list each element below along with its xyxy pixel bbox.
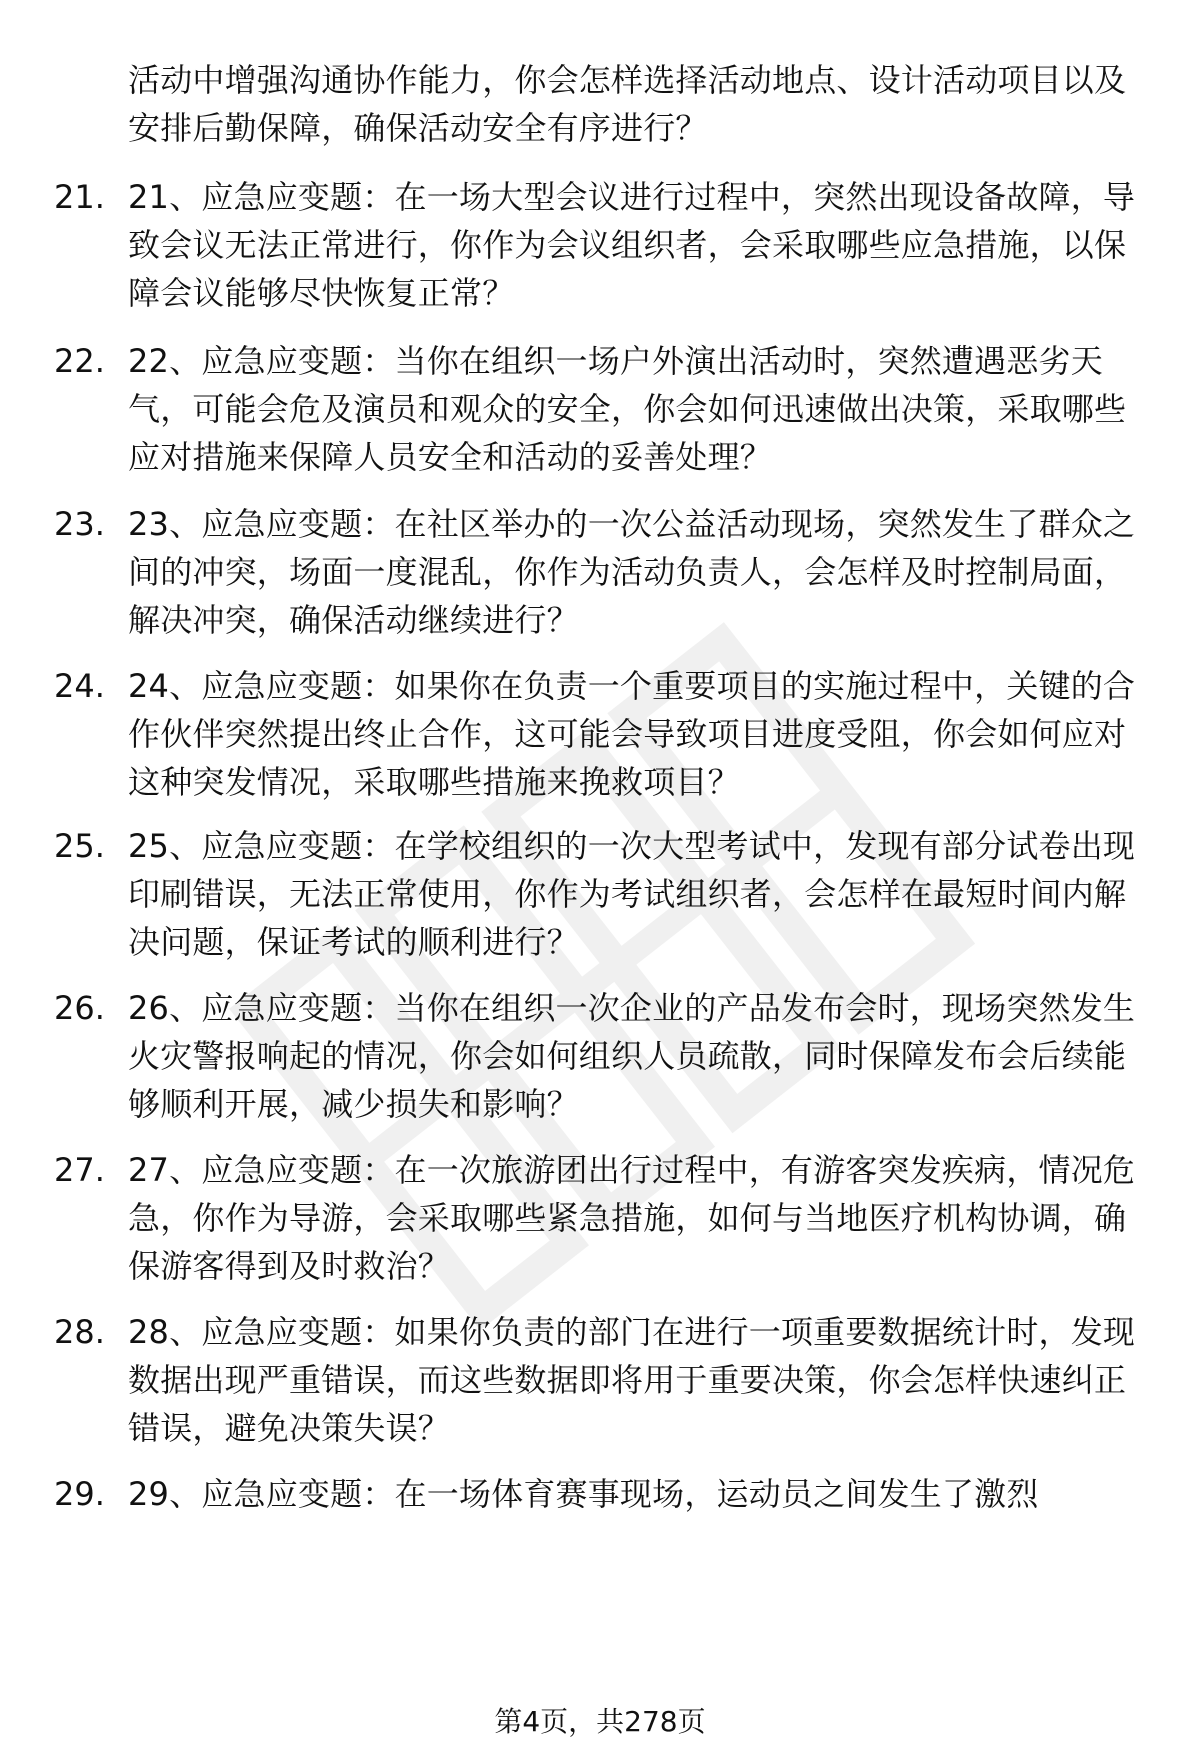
question-number-27: 27.	[54, 1151, 105, 1189]
question-number-24: 24.	[54, 667, 105, 705]
question-number-23: 23.	[54, 505, 105, 543]
page-footer: 第4页，共278页	[494, 1705, 706, 1738]
question-number-26: 26.	[54, 989, 105, 1027]
question-27: 27、应急应变题：在一次旅游团出行过程中，有游客突发疾病，情况危急，你作为导游，会采取哪些紧急措施，如何与当地医疗机构协调，确保游客得到及时救治？	[128, 1151, 1136, 1285]
question-number-25: 25.	[54, 827, 105, 865]
question-23: 23、应急应变题：在社区举办的一次公益活动现场，突然发生了群众之间的冲突，场面一度混乱，你作为活动负责人，会怎样及时控制局面，解决冲突，确保活动继续进行？	[128, 505, 1136, 639]
question-22: 22、应急应变题：当你在组织一场户外演出活动时，突然遭遇恶劣天气，可能会危及演员和观众的安全，你会如何迅速做出决策，采取哪些应对措施来保障人员安全和活动的妥善处理？	[128, 342, 1127, 476]
question-25: 25、应急应变题：在学校组织的一次大型考试中，发现有部分试卷出现印刷错误，无法正常使用，你作为考试组织者，会怎样在最短时间内解决问题，保证考试的顺利进行？	[128, 827, 1136, 961]
question-21: 21、应急应变题：在一场大型会议进行过程中，突然出现设备故障，导致会议无法正常进行，你作为会议组织者，会采取哪些应急措施，以保障会议能够尽快恢复正常？	[128, 178, 1136, 312]
intro-continuation: 活动中增强沟通协作能力，你会怎样选择活动地点、设计活动项目以及安排后勤保障，确保活动安全有序进行？	[128, 61, 1127, 147]
question-26: 26、应急应变题：当你在组织一次企业的产品发布会时，现场突然发生火灾警报响起的情况，你会如何组织人员疏散，同时保障发布会后续能够顺利开展，减少损失和影响？	[128, 989, 1136, 1123]
question-29: 29、应急应变题：在一场体育赛事现场，运动员之间发生了激烈	[128, 1475, 1039, 1513]
question-24: 24、应急应变题：如果你在负责一个重要项目的实施过程中，关键的合作伙伴突然提出终止合作，这可能会导致项目进度受阻，你会如何应对这种突发情况，采取哪些措施来挽救项目？	[128, 667, 1136, 801]
question-28: 28、应急应变题：如果你负责的部门在进行一项重要数据统计时，发现数据出现严重错误，而这些数据即将用于重要决策，你会怎样快速纠正错误，避免决策失误？	[128, 1313, 1136, 1447]
question-number-21: 21.	[54, 178, 105, 216]
question-number-28: 28.	[54, 1313, 105, 1351]
question-number-29: 29.	[54, 1475, 105, 1513]
question-number-22: 22.	[54, 342, 105, 380]
